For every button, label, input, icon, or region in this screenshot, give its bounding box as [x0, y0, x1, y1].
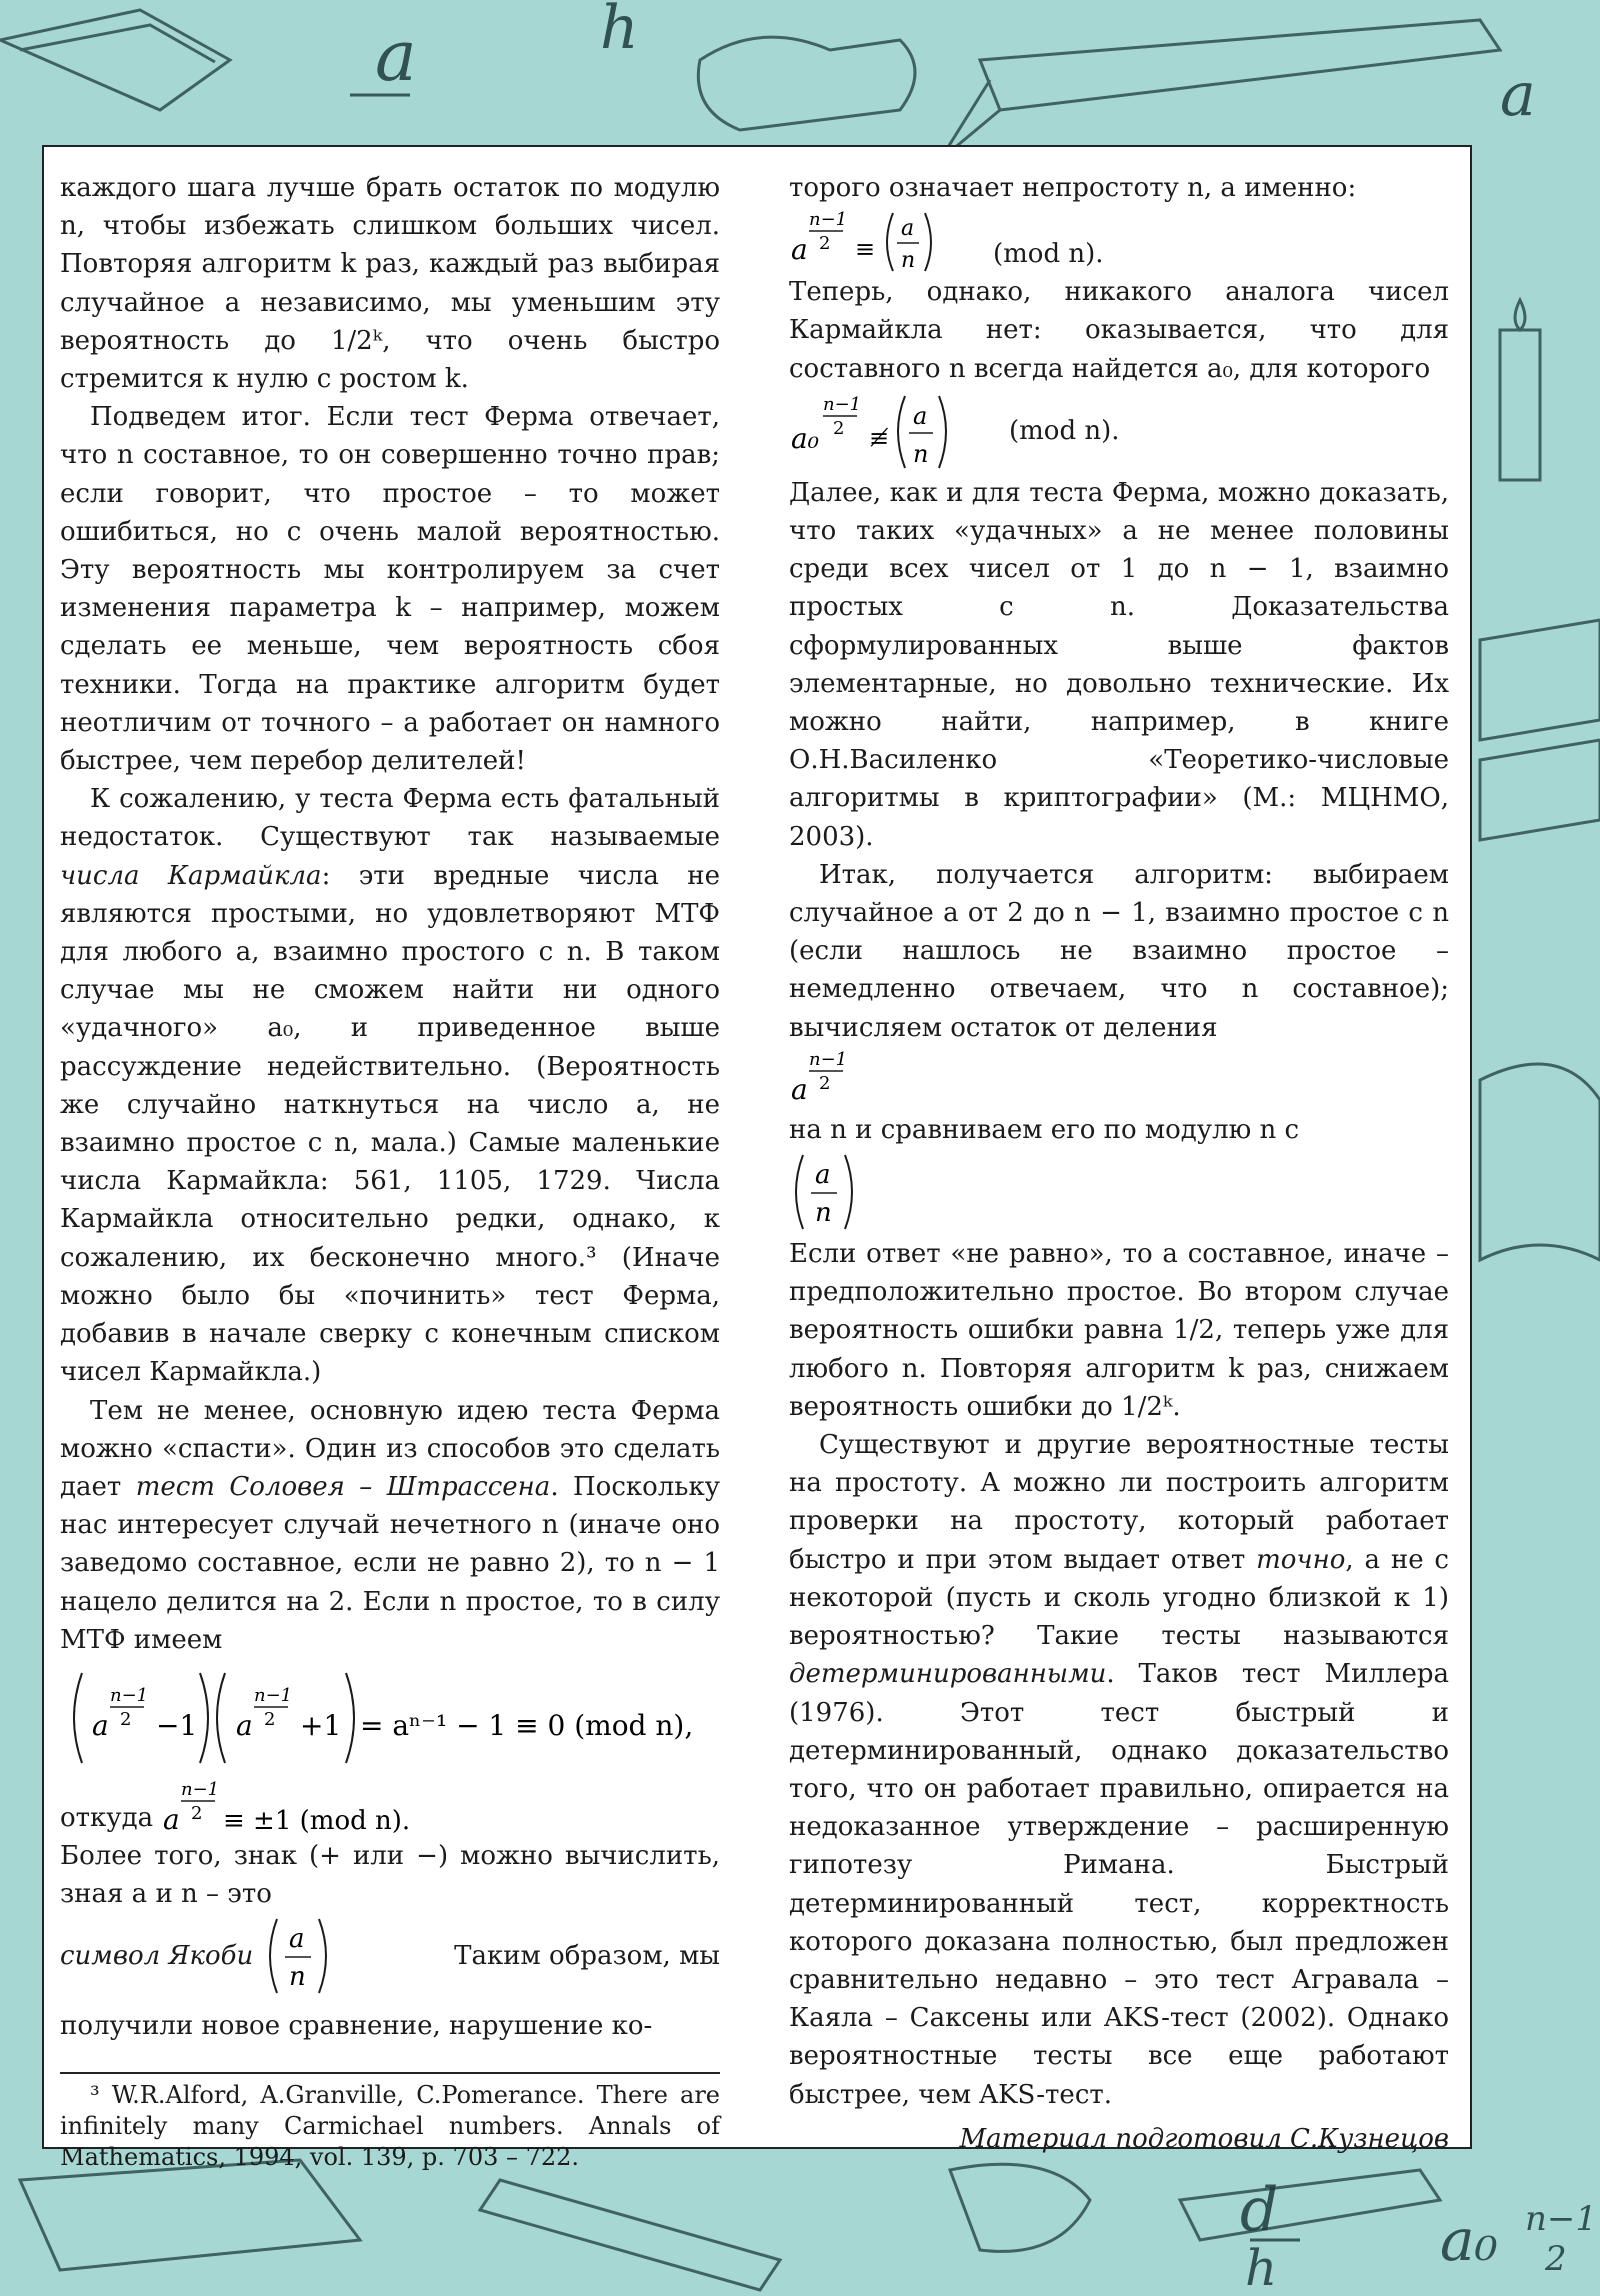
svg-text:n: n — [815, 1198, 832, 1229]
svg-text:n: n — [913, 439, 929, 468]
svg-text:≢: ≢ — [869, 423, 890, 452]
paragraph: Подведем итог. Если тест Ферма отвечает, что n составное, то он совершенно точно прав; если говорит, что простое – то может ошибиться, но с очень малой вероятностью. Эту вероятность мы контролируем за счет изменения параметра k – например, можем сделать ее меньше, чем вероятность сбоя техники. Тогда на практике алгоритм будет неотличим от точного – а работает он намного быстрее, чем перебор делителей! — [60, 402, 720, 777]
svg-text:2: 2 — [819, 1072, 831, 1094]
decor-letter: a — [1500, 60, 1536, 130]
scroll-sketch-icon — [698, 37, 915, 130]
paragraph: получили новое сравнение, нарушение ко- — [60, 2011, 653, 2042]
svg-text:a: a — [913, 401, 928, 430]
svg-text:−1: −1 — [156, 1708, 198, 1742]
equation-line: a n−1 2 ≡ a n (mod n). — [791, 209, 1104, 274]
paragraph: Более того, знак (+ или −) можно вычислить, зная a и n – это — [60, 1840, 720, 1910]
svg-text:a: a — [163, 1802, 180, 1836]
svg-text:a: a — [791, 1072, 808, 1106]
equation-line: символ Якоби a n Таким образом, мы — [60, 1913, 720, 1999]
footnote-rule — [60, 2072, 720, 2074]
svg-text:2: 2 — [120, 1708, 132, 1730]
fermat-factor-equation — [60, 1663, 720, 1773]
bottom-book-icon — [20, 2160, 360, 2270]
fountain-pen-icon — [980, 20, 1500, 110]
euler-criterion — [789, 207, 989, 273]
book-sketch-icon — [0, 10, 230, 110]
pm-one-congruence — [159, 1777, 411, 1837]
svg-text:a: a — [289, 1924, 305, 1955]
paragraph: торого означает непростоту n, а именно: — [789, 173, 1357, 203]
left-column — [60, 169, 720, 2173]
decor-letter: d — [1240, 2175, 1279, 2245]
decor-letter: a — [375, 15, 417, 97]
display-equation — [60, 1659, 720, 1777]
power-expression — [789, 1047, 869, 1111]
paragraph: Если ответ «не равно», то a составное, иначе – предположительно простое. Во втором случае вероятность ошибки равна 1/2, теперь уже для любого n. Повторяя алгоритм k раз, снижаем вероятность ошибки до 1/2ᵏ. — [789, 1239, 1449, 1422]
svg-text:n: n — [289, 1962, 307, 1993]
equation-line — [789, 1047, 1449, 1111]
author-signature: Материал подготовил С.Кузнецов — [959, 2123, 1449, 2154]
books-icon — [1480, 620, 1600, 740]
right-column — [789, 169, 1449, 2158]
jacobi-symbol — [263, 1913, 333, 1999]
jacobi-symbol — [789, 1149, 859, 1235]
bottom-pen-icon — [480, 2180, 780, 2290]
equation-line: откуда a n−1 2 ≡ ±1 (mod n). — [60, 1778, 411, 1836]
footnote: ³ W.R.Alford, A.Granville, C.Pomerance. There are infinitely many Carmichael numbers. Annals of Mathematics, 1994, vol. 139, p. 703 – 722. — [60, 2080, 720, 2171]
equation-line — [789, 1149, 1449, 1235]
decor-letter: n−1 — [1525, 2199, 1598, 2239]
svg-text:a: a — [92, 1708, 109, 1742]
svg-text:≡: ≡ — [855, 235, 876, 264]
svg-text:a: a — [901, 216, 915, 242]
svg-text:2: 2 — [833, 417, 845, 439]
paragraph: К сожалению, у теста Ферма есть фатальный недостаток. Существуют так называемые числа Кармайкла: эти вредные числа не являются простыми, но удовлетворяют МТФ для любого a, взаимно простого с n. В таком случае мы не сможем найти ни одного «удачного» a₀, и приведенное выше рассуждение недействительно. (Вероятность же случайно наткнуться на число a, не взаимно простое с n, мала.) Самые маленькие числа Кармайкла: 561, 1105, 1729. Числа Кармайкла относительно редки, однако, к сожалению, их бесконечно много.³ (Иначе можно было бы «починить» тест Ферма, добавив в начале сверку с конечным списком чисел Кармайкла.) — [60, 784, 720, 1388]
svg-text:n−1: n−1 — [254, 1684, 293, 1706]
svg-text:a: a — [815, 1160, 831, 1191]
svg-text:n−1: n−1 — [181, 1778, 220, 1800]
svg-text:n−1: n−1 — [823, 393, 862, 415]
svg-text:n−1: n−1 — [809, 209, 848, 231]
paragraph: на n и сравниваем его по модулю n с — [789, 1114, 1300, 1145]
paragraph: Существуют и другие вероятностные тесты на простоту. А можно ли построить алгоритм проверки на простоту, который работает быстро и при этом выдает ответ точно, а не с некоторой (пусть и сколь угодно близкой к 1) вероятностью? Такие тесты называются детерминированными. Таков тест Миллера (1976). Этот тест быстрый и детерминированный, однако доказательство того, что он работает правильно, опирается на недоказанное утверждение – расширенную гипотезу Римана. Быстрый детерминированный тест, корректность которого доказана полностью, был предложен сравнительно недавно – это тест Агравала – Каяла – Саксены или AKS-тест (2002). Однако вероятностные тесты все еще работают быстрее, чем AKS-тест. — [789, 1430, 1449, 2110]
decor-letter: h — [1245, 2239, 1278, 2296]
equation-line: a₀ n−1 2 ≢ a n (mod n). — [789, 388, 1449, 474]
paragraph: каждого шага лучше брать остаток по модулю n, чтобы избежать слишком больших чисел. Повторяя алгоритм k раз, каждый раз выбирая случайное a независимо, мы уменьшим эту вероятность до 1/2ᵏ, что очень быстро стремится к нулю с ростом k. — [60, 173, 720, 395]
svg-text:2: 2 — [819, 233, 831, 255]
paragraph: Итак, получается алгоритм: выбираем случайное a от 2 до n − 1, взаимно простое с n (если нашлось не взаимно простое – немедленно отвечаем, что n составное); вычисляем остаток от деления — [789, 859, 1449, 1043]
svg-text:2: 2 — [264, 1708, 276, 1730]
svg-text:≡ ±1 (mod n).: ≡ ±1 (mod n). — [223, 1805, 411, 1836]
paragraph: Далее, как и для теста Ферма, можно доказать, что таких «удачных» a не менее половины среди всех чисел от 1 до n − 1, взаимно простых с n. Доказательства сформулированных выше фактов элементарные, но довольно технические. Их можно найти, например, в книге О.Н.Василенко «Теоретико-числовые алгоритмы в криптографии» (М.: МЦНМО, 2003). — [789, 477, 1449, 852]
candle-icon — [1500, 330, 1540, 480]
decor-letter: a₀ — [1440, 2206, 1498, 2274]
svg-text:n−1: n−1 — [809, 1048, 848, 1070]
paragraph: Теперь, однако, никакого аналога чисел Кармайкла нет: оказывается, что для составного n всегда найдется a₀, для которого — [789, 277, 1449, 384]
paragraph: Тем не менее, основную идею теста Ферма можно «спасти». Один из способов это сделать дает тест Соловея – Штрассена. Поскольку нас интересует случай нечетного n (иначе оно заведомо составное, если не равно 2), то n − 1 нацело делится на 2. Если n простое, то в силу МТФ имеем — [60, 1395, 721, 1655]
decor-letter: h — [600, 0, 639, 63]
euler-noncongruence — [789, 388, 1009, 474]
article-page — [42, 145, 1472, 2171]
svg-text:n−1: n−1 — [110, 1684, 149, 1706]
svg-text:+1: +1 — [300, 1708, 342, 1742]
svg-text:a₀: a₀ — [791, 421, 819, 455]
decor-letter: 2 — [1545, 2239, 1567, 2279]
svg-text:a: a — [236, 1708, 253, 1742]
svg-text:2: 2 — [191, 1802, 203, 1824]
svg-text:n: n — [901, 248, 916, 274]
svg-text:a: a — [791, 233, 808, 267]
svg-text:= aⁿ⁻¹ − 1 ≡ 0 (mod n),: = aⁿ⁻¹ − 1 ≡ 0 (mod n), — [360, 1708, 694, 1742]
